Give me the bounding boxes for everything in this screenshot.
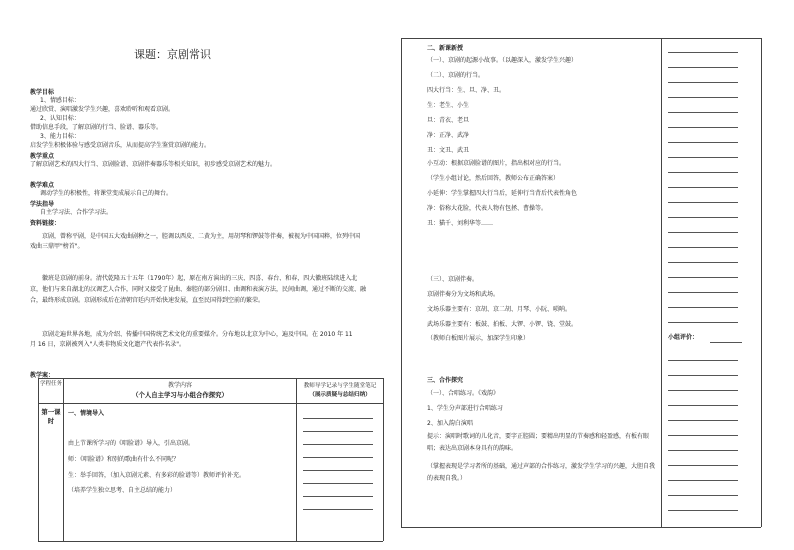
content-line: 文场乐器主要有：京胡、京二胡、月琴、小阮、唢呐。 xyxy=(427,306,572,313)
group-eval-blank[interactable] xyxy=(710,342,742,343)
period-label: 第一课时 xyxy=(41,408,61,425)
section-title: 三、合作探究 xyxy=(427,377,464,384)
note-rule xyxy=(668,292,738,293)
content-line: 京剧伴奏分为文场和武场。 xyxy=(427,291,500,298)
note-rule xyxy=(668,420,738,421)
note-rule xyxy=(668,480,738,481)
note-rule xyxy=(668,157,738,158)
content-line: 净：正净、武净 xyxy=(427,132,470,139)
note-rule xyxy=(668,82,738,83)
note-rule xyxy=(668,142,738,143)
method-heading: 学法指导 xyxy=(30,201,55,208)
content-line: （培养学生独立思考、自主总结的能力） xyxy=(68,487,177,494)
content-line: 2、加入韵白演唱 xyxy=(427,420,473,427)
content-line: 小延伸：学生掌握四大行当后，延伸行当背后代表性角色 xyxy=(427,190,578,197)
goal-line: 借助信息手段，了解京剧的行当、脸谱、器乐等。 xyxy=(30,124,163,131)
content-line: 净：俗称大花脸，代表人物有包拯、曹操等。 xyxy=(427,205,548,212)
note-rule xyxy=(303,483,373,484)
content-line: （三）、京剧伴奏。 xyxy=(427,276,479,283)
goal-line: 启发学生积极体验与感受京剧音乐，从而提高学生鉴赏京剧的能力。 xyxy=(30,142,211,149)
plan-heading: 教学案： xyxy=(30,372,55,379)
note-rule xyxy=(303,470,373,471)
note-rule xyxy=(303,444,373,445)
content-line: （一）、京剧的起源小故事。（以趣深入，激发学生兴趣） xyxy=(427,57,578,64)
content-line: 旦：青衣、老旦 xyxy=(427,117,470,124)
content-line: （学生小组讨论，然后回答，教师公布正确答案） xyxy=(427,175,560,182)
note-rule xyxy=(668,277,738,278)
section-title: 二、新课新授 xyxy=(427,45,464,52)
section-title: 一、情境导入 xyxy=(68,410,105,417)
goal-line: 1、情感目标： xyxy=(40,97,80,104)
material-para-1: 京剧，曾称平剧，是中国五大戏曲剧种之一，腔调以西皮、二黄为主，用胡琴和锣鼓等伴奏，被视为中国国粹，位列中国戏曲三鼎甲"榜首"。 xyxy=(30,233,361,250)
note-rule xyxy=(303,431,373,432)
note-rule xyxy=(668,390,738,391)
material-para-2: 徽班是京剧的前身。清代乾隆五十五年（1790年）起，原在南方演出的三庆、四喜、春台、和春，四大徽班陆续进入北京，他们与来自湖北的汉调艺人合作，同时又接受了昆曲、秦腔的部分剧目、曲调和表演方法，民间曲调，通过不断的交流、融合，最终形成京剧。京剧形成后在清朝宫廷内开始快速发展，直至民国得到空前的繁荣。 xyxy=(30,275,367,304)
method-text: 自主学习法、合作学习法。 xyxy=(40,209,113,216)
content-line: 师：《唱脸谱》和别的歌曲有什么不同呢？ xyxy=(68,456,180,463)
note-rule xyxy=(668,360,738,361)
note-rule xyxy=(303,509,373,510)
note-text: （掌握表现是学习者所的基础，通过声部的合作练习，激发学生学习的兴趣，大胆自我的表现自我。） xyxy=(427,463,656,482)
note-rule xyxy=(303,457,373,458)
content-line: 小互动：根据京剧脸谱的图片，指出相对应的行当。 xyxy=(427,160,566,167)
content-line: （教师白板图片展示，加深学生印象） xyxy=(427,335,530,342)
note-rule xyxy=(668,262,738,263)
goal-line: 2、认知目标： xyxy=(40,115,80,122)
content-line: 丑：猫千、刘利华等…… xyxy=(427,220,494,227)
note-rule xyxy=(668,232,738,233)
note-rule xyxy=(668,67,738,68)
goal-line: 通过欣赏、演唱激发学生兴趣，喜欢聆听和观看京剧。 xyxy=(30,106,175,113)
content-line: 1、学生分声部进行合唱练习 xyxy=(427,405,503,412)
table-header-content-sub: （个人自主学习与小组合作探究） xyxy=(132,391,228,399)
difficult-heading: 教学难点 xyxy=(30,182,55,189)
goals-heading: 教学目标 xyxy=(30,89,55,96)
note-rule xyxy=(668,97,738,98)
note-rule xyxy=(668,405,738,406)
group-eval-label: 小组评价： xyxy=(668,334,699,341)
content-line: 生：举手回答，（加入京剧元素、有多彩的脸谱等）教师评价补充。 xyxy=(68,472,246,479)
content-line: 四大行当：生、旦、净、丑。 xyxy=(427,87,506,94)
material-heading: 资料链接： xyxy=(30,220,61,227)
note-rule xyxy=(668,202,738,203)
hint-text: 提示：演唱时歌词的儿化音，要字正腔圆；要精出明显的节奏感和轻盈感，有板有眼唱；表达出京剧本身具有的韵味。 xyxy=(427,433,650,452)
key-heading: 教学重点 xyxy=(30,153,55,160)
table-header-task: 学程任务 xyxy=(40,381,63,387)
table-header-notes: 教师导学记录与学生随堂笔记 xyxy=(303,383,377,389)
key-text: 了解京剧艺术的四大行当、京剧脸谱、京剧伴奏器乐等相关知识，初步感受京剧艺术的魅力。 xyxy=(30,161,277,168)
table-header-notes-sub: （展示质疑与总结归纳） xyxy=(309,392,371,398)
content-line: 生：老生、小生 xyxy=(427,102,470,109)
content-line: 武场乐器主要有：板鼓、拍板、大锣、小锣、铙、堂鼓。 xyxy=(427,321,578,328)
content-line: （一）、合唱练习。《戏韵》 xyxy=(427,390,500,397)
note-rule xyxy=(668,172,738,173)
note-rule xyxy=(668,375,738,376)
note-rule xyxy=(668,435,738,436)
page-title: 课题：京剧常识 xyxy=(134,48,211,61)
goal-line: 3、能力目标： xyxy=(40,133,80,140)
note-rule xyxy=(303,418,373,419)
content-line: 由上节课所学习的《唱脸谱》导入，引出京剧。 xyxy=(68,440,195,447)
note-rule xyxy=(668,187,738,188)
note-rule xyxy=(668,450,738,451)
content-line: 丑：文丑、武丑 xyxy=(427,147,470,154)
material-para-3: 京剧走遍世界各地，成为介绍、传播中国传统艺术文化的重要媒介。分布地以北京为中心，遍及中国。在 2010 年 11 月 16 日，京剧被列入"人类非物质文化遗产代表作名录"。 xyxy=(30,331,353,348)
note-rule xyxy=(668,322,738,323)
table-header-content: 教学内容 xyxy=(167,382,192,389)
note-rule xyxy=(668,217,738,218)
note-rule xyxy=(668,52,738,53)
note-rule xyxy=(668,112,738,113)
difficult-text: 调动学生的积极性，将课堂变成展示自己的舞台。 xyxy=(40,190,173,197)
note-rule xyxy=(668,495,738,496)
note-rule xyxy=(303,496,373,497)
note-rule xyxy=(668,127,738,128)
note-rule xyxy=(668,307,738,308)
note-rule xyxy=(668,247,738,248)
content-line: （二）、京剧的行当。 xyxy=(427,72,485,79)
note-rule xyxy=(668,510,738,511)
note-rule xyxy=(668,465,738,466)
